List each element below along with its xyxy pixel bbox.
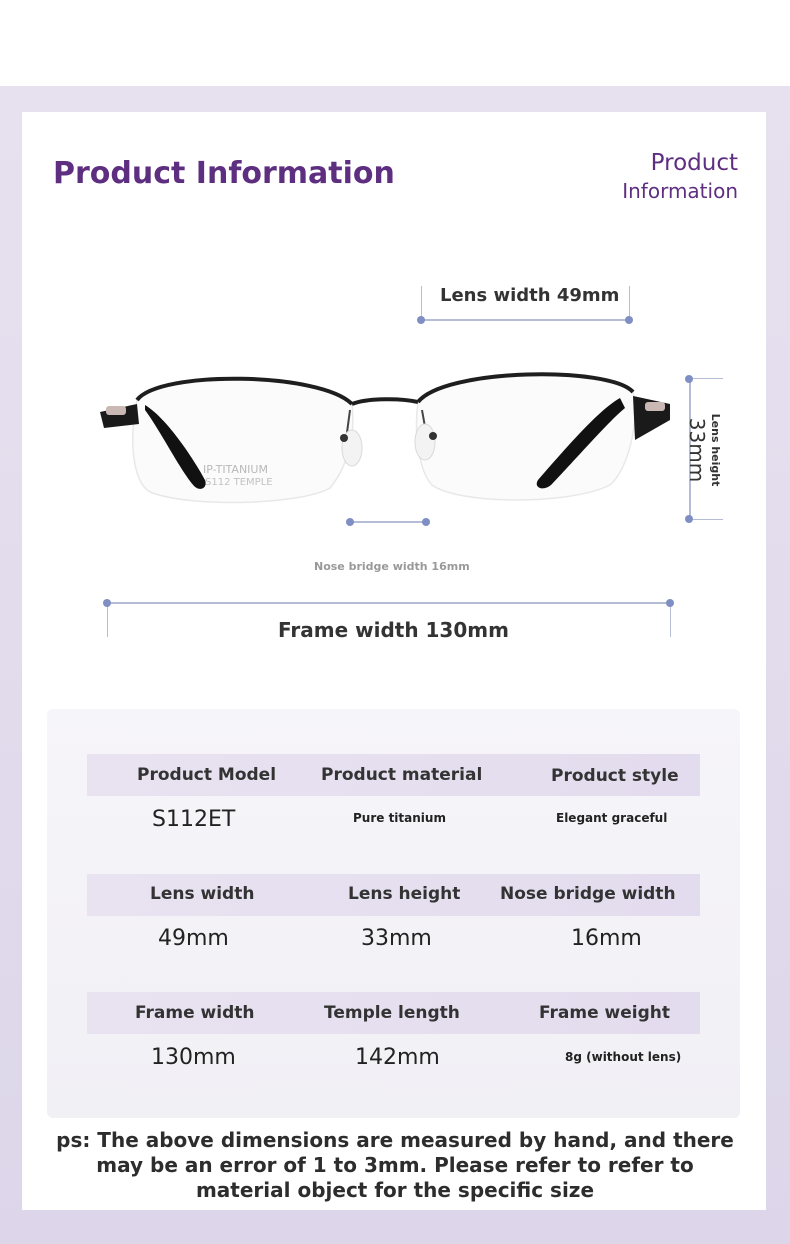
measurement-note	[40, 1128, 750, 1203]
spec-header: Product material	[321, 765, 483, 785]
spec-value: 142mm	[355, 1045, 440, 1070]
frame-width-tick-left	[107, 603, 108, 637]
spec-header: Product Model	[137, 765, 277, 785]
note-line: material object for the specific size	[195, 1178, 595, 1202]
lens-height-value: 33mm	[685, 417, 709, 483]
lens-height-label: Lens height	[709, 413, 722, 487]
spec-value: 33mm	[361, 926, 432, 951]
frame-width-line	[107, 602, 670, 604]
frame-width-tick-right	[670, 603, 671, 637]
note-line: may be an error of 1 to 3mm. Please refer to refer to	[96, 1153, 694, 1177]
spec-value: 16mm	[571, 926, 642, 951]
spec-value: Elegant graceful	[556, 811, 668, 825]
spec-header: Lens height	[348, 884, 461, 904]
header-tag-line1: Product	[650, 150, 738, 176]
nose-bridge-label: Nose bridge width 16mm	[314, 560, 470, 573]
spec-value: 8g (without lens)	[565, 1050, 682, 1064]
spec-header: Temple length	[324, 1003, 460, 1023]
nose-bridge-dot-left	[346, 518, 354, 526]
spec-header: Nose bridge width	[500, 884, 676, 904]
lens-height-dot-top	[685, 375, 693, 383]
spec-value: Pure titanium	[353, 811, 446, 825]
spec-value: 130mm	[151, 1045, 236, 1070]
spec-value: S112ET	[152, 807, 236, 832]
lens-height-tick-top	[689, 378, 723, 379]
nose-bridge-dot-right	[422, 518, 430, 526]
spec-header: Frame weight	[539, 1003, 671, 1023]
glasses-print-line1: IP-TITANIUM	[203, 463, 268, 476]
spec-header: Frame width	[135, 1003, 255, 1023]
spec-value: 49mm	[158, 926, 229, 951]
glasses-print-line2: S112 TEMPLE	[205, 477, 273, 488]
lens-height-dot-bottom	[685, 515, 693, 523]
nose-bridge-line	[350, 521, 426, 523]
lens-width-label: Lens width 49mm	[440, 285, 620, 306]
frame-width-dot-right	[666, 599, 674, 607]
page-title: Product Information	[53, 156, 395, 191]
bridge	[352, 399, 418, 404]
frame-width-dot-left	[103, 599, 111, 607]
spec-header: Lens width	[150, 884, 255, 904]
right-lens	[417, 374, 635, 500]
spec-header: Product style	[551, 766, 679, 786]
frame-width-label: Frame width 130mm	[278, 618, 509, 642]
note-line: ps: The above dimensions are measured by hand, and there	[56, 1128, 734, 1152]
header-tag-line2: Information	[622, 179, 738, 203]
lens-height-tick-bottom	[689, 519, 723, 520]
